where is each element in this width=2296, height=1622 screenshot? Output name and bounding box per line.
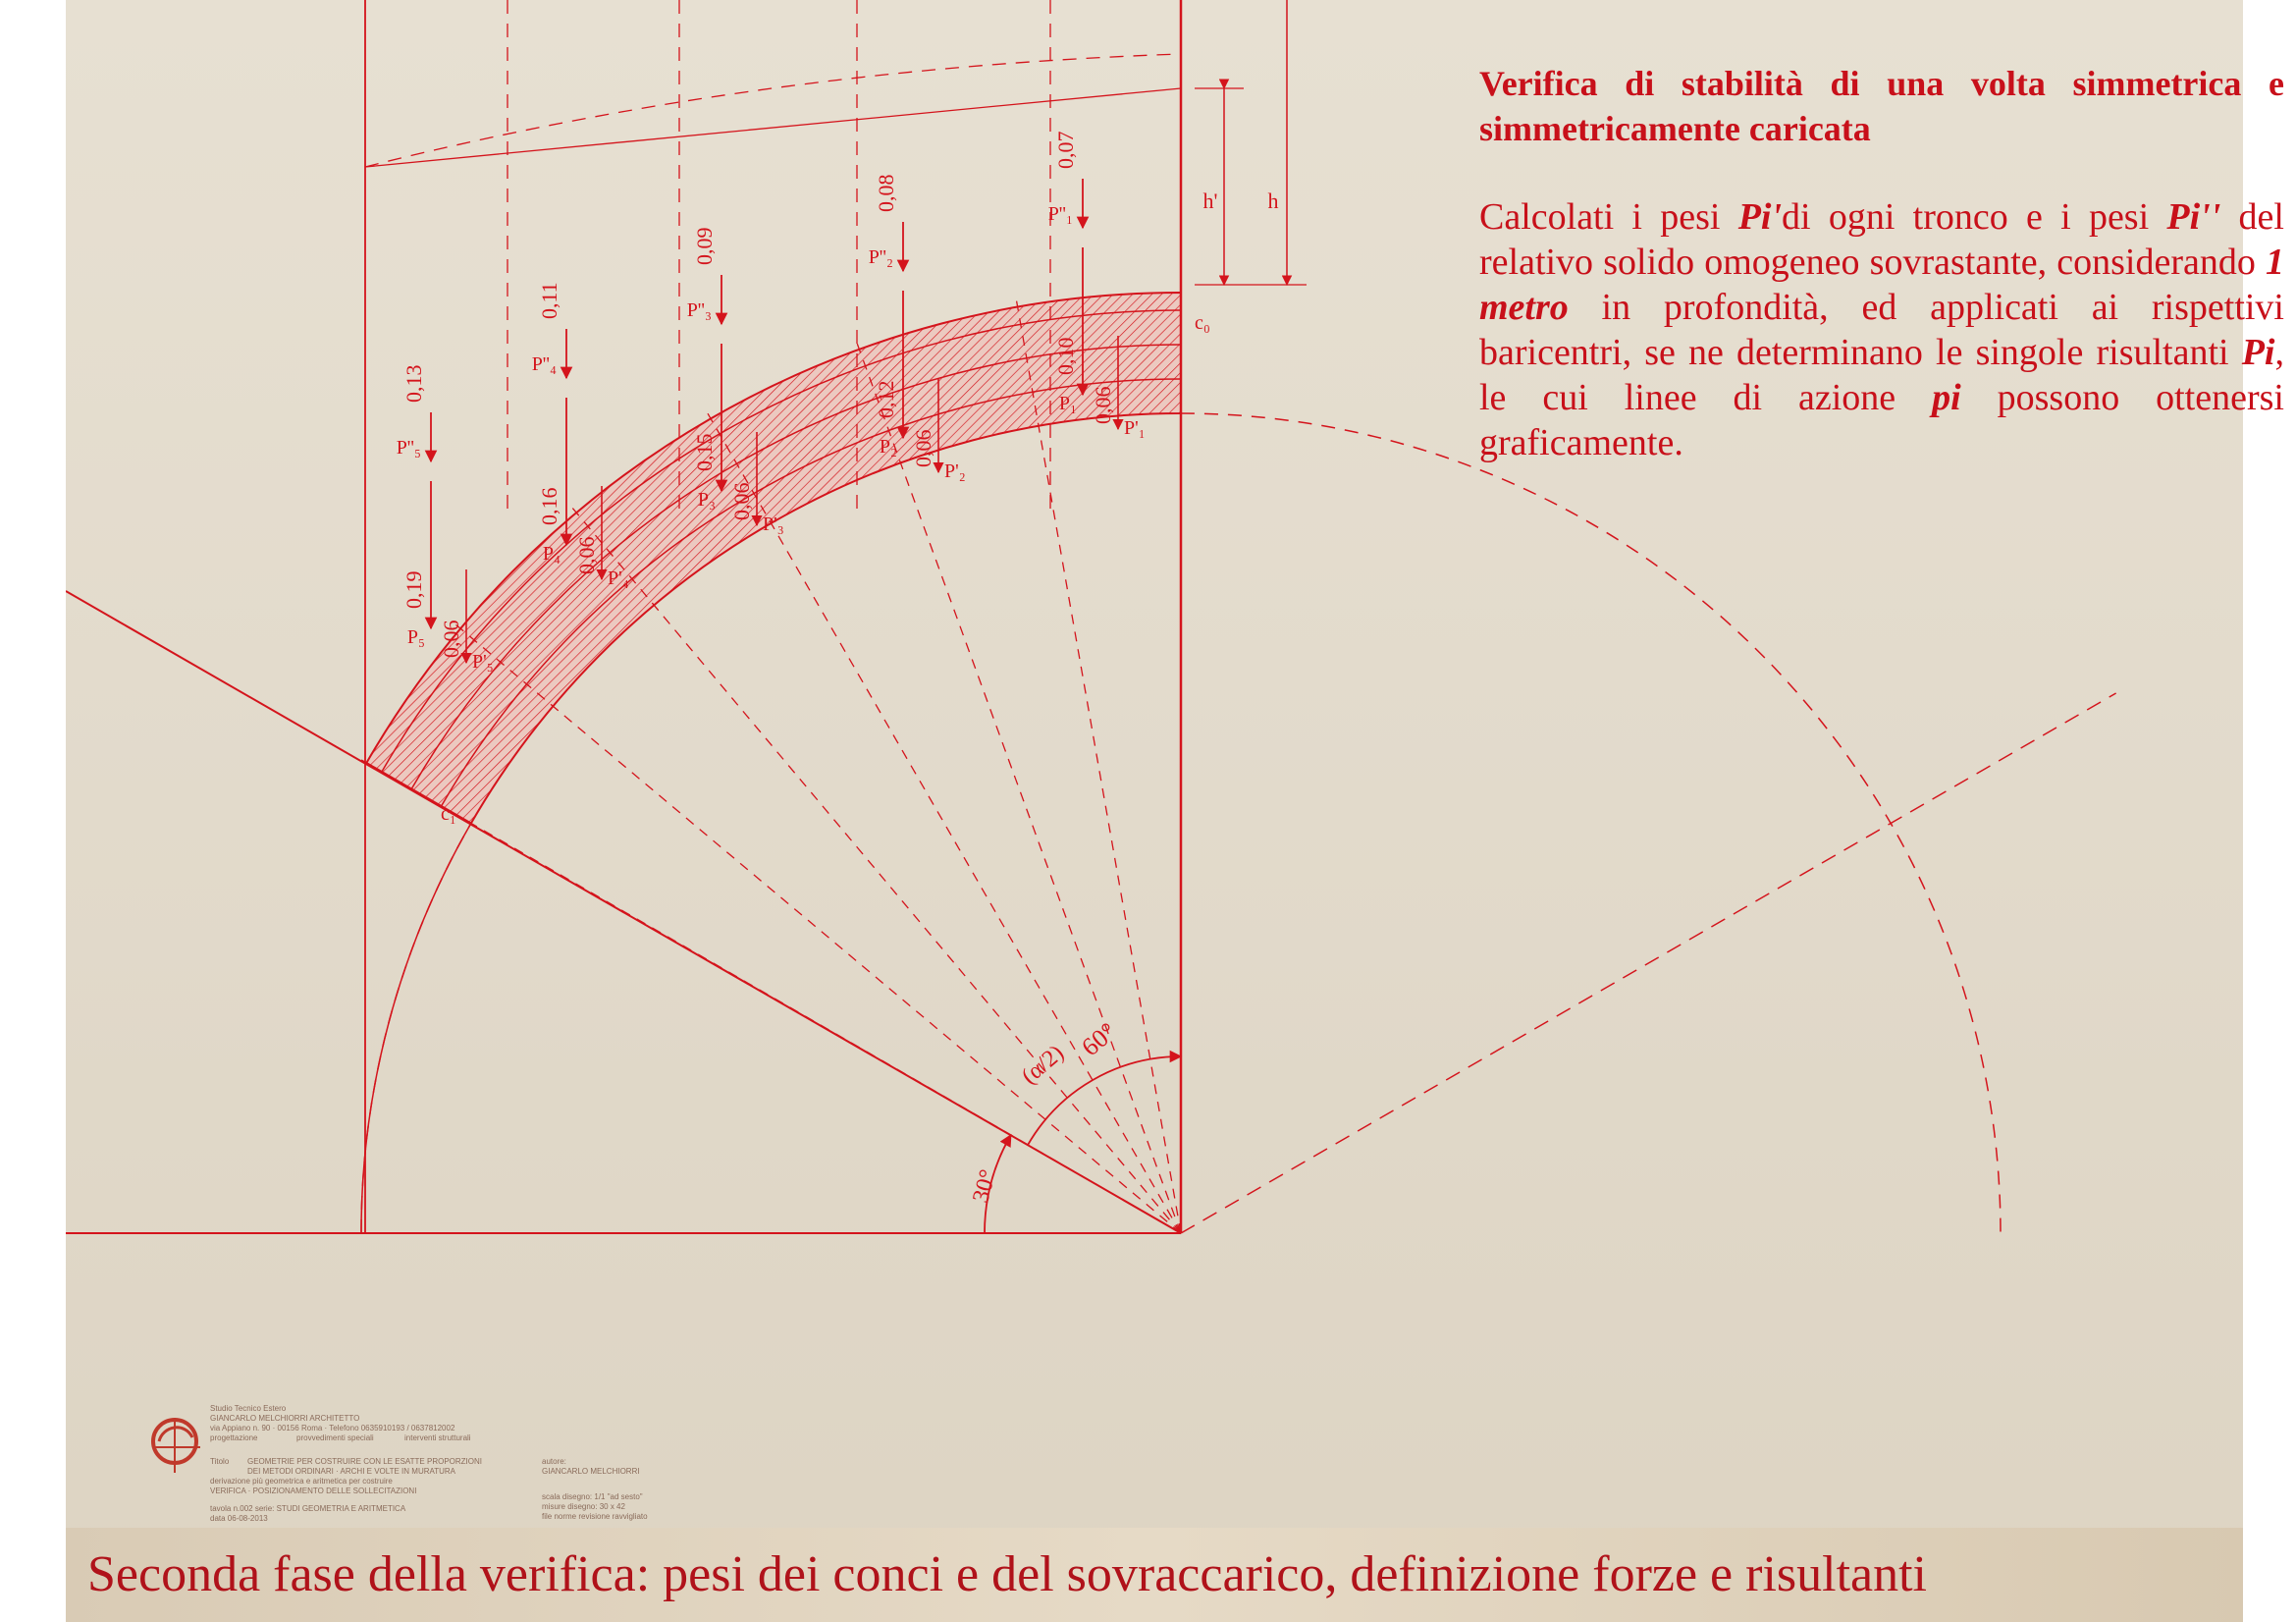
load-resultant-label: P₂ <box>879 436 897 458</box>
tb-desc: DEI METODI ORDINARI · ARCHI E VOLTE IN MURATURA <box>247 1467 456 1476</box>
tb-autore-label: autore: <box>542 1457 566 1466</box>
load-lower-value: 0,06 <box>439 620 463 658</box>
tb-data: data 06-08-2013 <box>210 1514 268 1523</box>
load-upper-value: 0,08 <box>874 174 898 212</box>
load-lower-value: 0,06 <box>729 482 754 520</box>
term-pi-double: Pi'' <box>2166 196 2221 238</box>
studio-logo-icon <box>149 1408 204 1477</box>
tb-autore: GIANCARLO MELCHIORRI <box>542 1467 640 1476</box>
tb-row-mid: provvedimenti speciali <box>296 1433 374 1442</box>
load-resultant-label: P₃ <box>697 489 716 511</box>
tb-architect: GIANCARLO MELCHIORRI ARCHITETTO <box>210 1414 360 1423</box>
footer-caption: Seconda fase della verifica: pesi dei conci e del sovraccarico, definizione forze e risultanti <box>87 1546 1928 1602</box>
footer-caption-band <box>66 1528 2243 1622</box>
load-upper-label: P''₅ <box>396 437 421 459</box>
label-c0: c₀ <box>1195 312 1210 334</box>
label-h: h <box>1267 189 1279 213</box>
term-pi-prime: Pi' <box>1737 196 1783 238</box>
text-part: Calcolati i pesi <box>1479 196 1738 238</box>
joint-radial-line <box>1016 297 1181 1233</box>
load-upper-value: 0,13 <box>401 364 426 403</box>
load-mid-value: 0,15 <box>692 433 717 471</box>
load-lower-label: P'₅ <box>472 651 494 673</box>
joint-radial-line <box>453 622 1181 1233</box>
tb-address: via Appiano n. 90 · 00156 Roma · Telefono 0635910193 / 0637812002 <box>210 1424 455 1433</box>
load-upper-value: 0,09 <box>692 227 717 265</box>
term-1-metro: 1 metro <box>1479 242 2284 328</box>
springing-line <box>66 591 1181 1233</box>
load-lower-label: P'₃ <box>763 514 784 535</box>
label-h-prime: h' <box>1202 189 1218 213</box>
joint-radial-line <box>570 505 1181 1233</box>
tb-desc: GEOMETRIE PER COSTRUIRE CON LE ESATTE PROPORZIONI <box>247 1457 482 1466</box>
page-title: Verifica di stabilità di una volta simmetrica e simmetricamente caricata <box>1479 64 2284 148</box>
load-lower-label: P'₂ <box>944 460 966 482</box>
tb-desc: VERIFICA · POSIZIONAMENTO DELLE SOLLECITAZIONI <box>210 1487 417 1495</box>
load-upper-label: P''₄ <box>531 353 557 375</box>
label-angle-30: 30° <box>968 1166 1002 1206</box>
tb-row-right: interventi strutturali <box>404 1433 471 1442</box>
tb-note: file norme revisione ravvigliato <box>542 1512 648 1521</box>
load-resultant-label: P₅ <box>406 626 425 648</box>
drawing-sheet <box>66 0 2284 1622</box>
tb-studio: Studio Tecnico Estero <box>210 1404 287 1413</box>
load-resultant-label: P₁ <box>1058 393 1077 414</box>
load-upper-value: 0,07 <box>1053 131 1078 169</box>
tb-tavola: tavola n.002 serie: STUDI GEOMETRIA E ARITMETICA <box>210 1504 406 1513</box>
load-lower-value: 0,06 <box>1091 386 1115 424</box>
load-lower-label: P'₄ <box>608 568 629 589</box>
term-pi-line: pi <box>1932 377 1961 418</box>
load-mid-value: 0,19 <box>401 570 426 609</box>
text-part: possono ottenersi graficamente. <box>1479 377 2284 463</box>
load-mid-value: 0,10 <box>1053 337 1078 375</box>
title-block <box>139 1394 689 1532</box>
load-mid-value: 0,12 <box>874 380 898 418</box>
label-c1: c₁ <box>441 803 456 825</box>
text-part: di ogni tronco e i pesi <box>1782 196 2167 238</box>
tb-scala: scala disegno: 1/1 "ad sesto" <box>542 1492 643 1501</box>
tb-row-left: progettazione <box>210 1433 258 1442</box>
intrados-circle <box>361 824 471 1234</box>
term-pi: Pi <box>2241 332 2275 373</box>
tb-desc: derivazione più geometrica e aritmetica per costruire <box>210 1477 393 1486</box>
load-resultant-label: P₄ <box>542 543 561 565</box>
tb-label-titolo: Titolo <box>210 1457 230 1466</box>
load-mid-value: 0,16 <box>537 487 561 525</box>
load-upper-value: 0,11 <box>537 282 561 319</box>
load-upper-label: P''₁ <box>1047 203 1073 225</box>
text-part: del relativo solido omogeneo sovrastante, considerando <box>1479 196 2284 283</box>
label-angle-60: 60° <box>1076 1016 1122 1062</box>
load-upper-label: P''₃ <box>686 299 712 321</box>
load-lower-label: P'₁ <box>1124 417 1146 439</box>
load-lower-value: 0,06 <box>574 536 599 574</box>
explanation-panel <box>1479 61 2284 465</box>
tb-misure: misure disegno: 30 x 42 <box>542 1502 625 1511</box>
load-lower-value: 0,06 <box>911 429 935 467</box>
explanation-text <box>1479 194 2284 465</box>
joint-radial-line <box>856 337 1181 1233</box>
text-part: in profondità, ed applicati ai rispettivi baricentri, se ne determinano le singole risultanti <box>1479 287 2284 373</box>
text-part: , le cui linee di azione <box>1479 332 2284 418</box>
label-angle-half: (α/2) <box>1017 1040 1069 1090</box>
springing-line-dashed <box>1181 693 2116 1233</box>
load-upper-label: P''₂ <box>868 246 893 268</box>
